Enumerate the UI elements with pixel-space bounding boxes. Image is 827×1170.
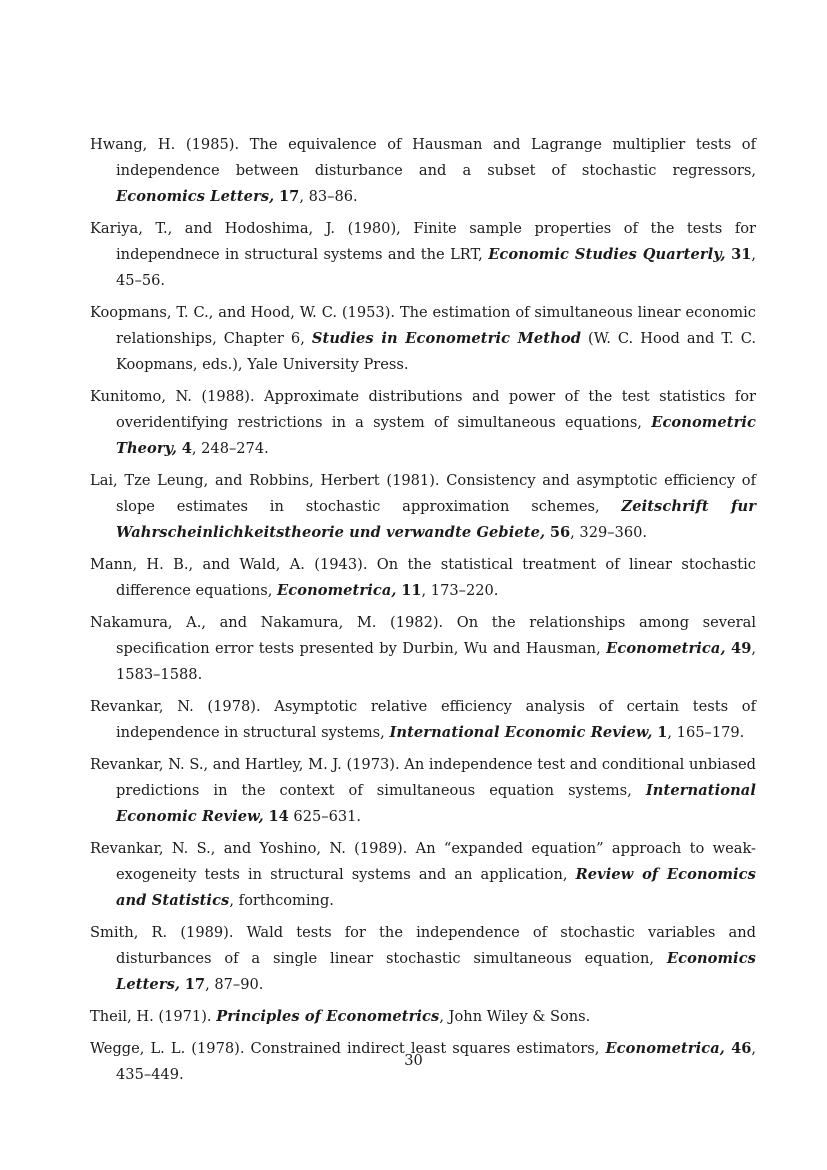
reference-item: Lai, Tze Leung, and Robbins, Herbert (1981). Consistency and asymptotic efficiency of slope estimates in stochastic approximation schemes, Zeitschrift fur Wahrscheinlichkeitstheorie und verwandte Gebiete, 56, 329–360. bbox=[90, 472, 756, 541]
reference-list bbox=[90, 132, 756, 1094]
reference-item: Mann, H. B., and Wald, A. (1943). On the statistical treatment of linear stochastic difference equations, Econometrica, 11, 173–220. bbox=[90, 556, 756, 599]
reference-item: Koopmans, T. C., and Hood, W. C. (1953). The estimation of simultaneous linear economic relationships, Chapter 6, Studies in Econometric Method (W. C. Hood and T. C. Koopmans, eds.), Yale University Press. bbox=[90, 304, 756, 373]
reference-item: Revankar, N. S., and Hartley, M. J. (1973). An independence test and conditional unbiased predictions in the context of simultaneous equation systems, International Economic Review, 14 625–631. bbox=[90, 756, 756, 825]
reference-item: Wegge, L. L. (1978). Constrained indirect least squares estimators, Econometrica, 46, 435–449. bbox=[90, 1040, 757, 1083]
reference-item: Hwang, H. (1985). The equivalence of Hausman and Lagrange multiplier tests of independence between disturbance and a subset of stochastic regressors, Economics Letters, 17, 83–86. bbox=[90, 136, 756, 205]
reference-item: Kunitomo, N. (1988). Approximate distributions and power of the test statistics for overidentifying restrictions in a system of simultaneous equations, Econometric Theory, 4, 248–274. bbox=[90, 388, 756, 457]
reference-item: Nakamura, A., and Nakamura, M. (1982). On the relationships among several specification error tests presented by Durbin, Wu and Hausman, Econometrica, 49, 1583–1588. bbox=[90, 614, 756, 683]
reference-item: Smith, R. (1989). Wald tests for the independence of stochastic variables and disturbances of a single linear stochastic simultaneous equation, Economics Letters, 17, 87–90. bbox=[90, 924, 756, 993]
page-number: 30 bbox=[404, 1052, 423, 1069]
reference-item: Revankar, N. S., and Yoshino, N. (1989). An “expanded equation” approach to weak-exogeneity tests in structural systems and an application, Review of Economics and Statistics, forthcoming. bbox=[90, 840, 756, 909]
reference-item: Theil, H. (1971). Principles of Econometrics, John Wiley & Sons. bbox=[90, 1008, 591, 1025]
reference-item: Kariya, T., and Hodoshima, J. (1980), Finite sample properties of the tests for independnece in structural systems and the LRT, Economic Studies Quarterly, 31, 45–56. bbox=[90, 220, 757, 289]
reference-item: Revankar, N. (1978). Asymptotic relative efficiency analysis of certain tests of independence in structural systems, International Economic Review, 1, 165–179. bbox=[90, 698, 756, 741]
